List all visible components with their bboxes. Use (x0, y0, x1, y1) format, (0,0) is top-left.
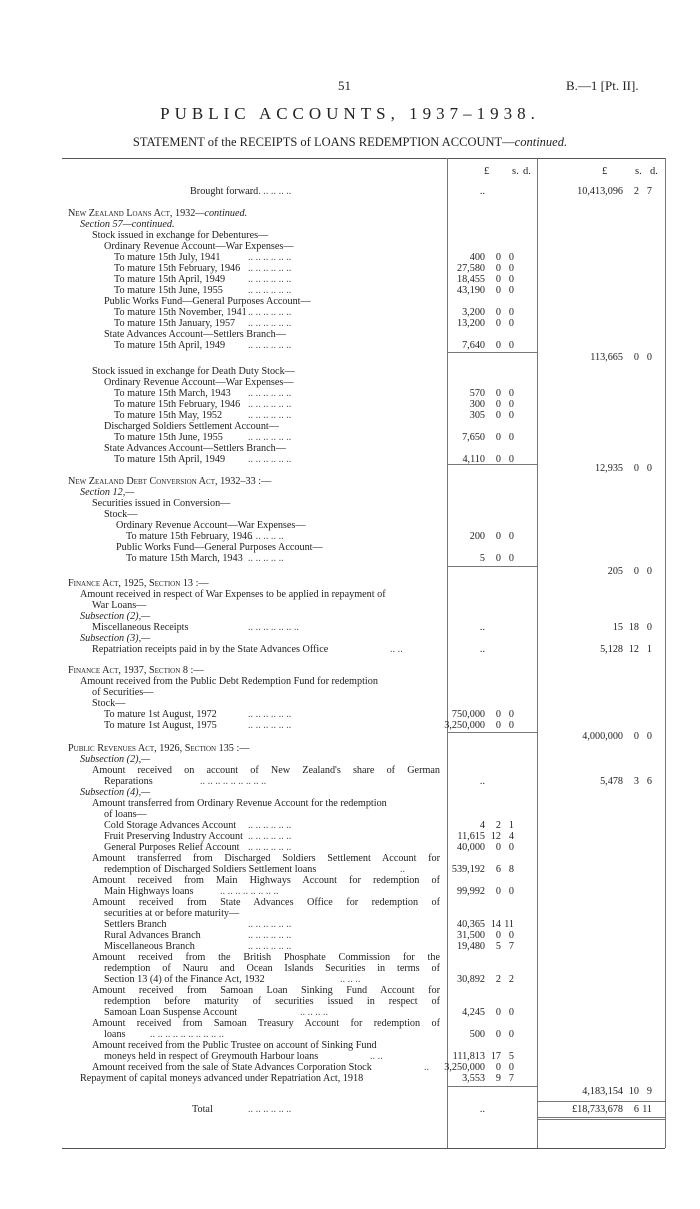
description-line: Amount received on account of New Zealand's share of German (92, 765, 440, 776)
account-header: State Advances Account—Settlers Branch— (104, 443, 286, 454)
line-item (0, 388, 700, 399)
line-item (0, 410, 700, 421)
group-header: Stock— (104, 509, 138, 520)
section-heading: New Zealand Debt Conversion Act, 1932–33 :— (68, 476, 272, 487)
col2-d-header: d. (650, 166, 658, 177)
line-item: To mature 15th March, 1943 .. .. .. .. .. 5 0 0 (126, 553, 514, 564)
line-amount: 99,992 0 0 (456, 886, 514, 897)
line-amount: 4,110 0 0 (462, 454, 514, 465)
col1-s-header: s. (512, 166, 519, 177)
description-line: Amount transferred from Ordinary Revenue Account for the redemption (92, 798, 387, 809)
group-header: Securities issued in Conversion— (92, 498, 231, 509)
col1-pound-header: £ (484, 166, 490, 177)
leader-dots: .. .. .. (340, 974, 361, 985)
line-total: 5,478 3 6 (600, 776, 652, 787)
total-rule (537, 1101, 665, 1102)
line-item (0, 941, 700, 952)
leader-dots: .. .. .. .. .. .. .. .. .. (200, 776, 267, 787)
leader-dots: .. .. .. .. (300, 1007, 329, 1018)
line-item (0, 340, 700, 351)
line-amount: 111,813 17 5 (452, 1051, 514, 1062)
leader-dots: .. .. .. .. .. .. (248, 709, 292, 720)
line-item: Miscellaneous Receipts .. .. .. .. .. .. .. .. 15 18 0 (92, 622, 652, 633)
leader-dots: .. .. .. .. .. .. (248, 340, 292, 351)
line-amount: 750,000 0 0 (451, 709, 514, 720)
line-item (0, 252, 700, 263)
col2-pound-header: £ (602, 166, 608, 177)
statement-heading (0, 135, 700, 150)
line-amount: 7,640 0 0 (462, 340, 514, 351)
line-total: 5,128 12 1 (600, 644, 652, 655)
line-amount: 5 0 0 (479, 553, 514, 564)
subsection-label: Subsection (2),— (80, 754, 151, 765)
leader-dots: .. .. .. .. .. .. .. .. .. .. (150, 1029, 224, 1040)
description-line: Amount received from the Public Debt Redemption Fund for redemption (80, 676, 378, 687)
subsection-label: Subsection (2),— (80, 611, 151, 622)
leader-dots: .. .. .. .. .. .. (248, 388, 292, 399)
account-header: Ordinary Revenue Account—War Expenses— (104, 241, 294, 252)
subtotal-row (0, 731, 700, 742)
line-amount: 30,892 2 2 (456, 974, 514, 985)
leader-dots: .. .. .. .. .. .. (248, 941, 292, 952)
description-line: redemption before maturity of securities issued in respect of (104, 996, 440, 1007)
brought-forward-col1: .. (479, 186, 485, 197)
line-total: 15 18 0 (612, 622, 652, 633)
description-line: of loans— (104, 809, 147, 820)
leader-dots: .. .. .. .. .. .. (248, 820, 292, 831)
line-item: Samoan Loan Suspense Account .. .. .. .. 4,245 0 0 (104, 1007, 514, 1018)
line-amount: 200 0 0 (469, 531, 514, 542)
subsection-label: Subsection (4),— (80, 787, 151, 798)
leader-dots: .. .. .. .. .. .. (248, 285, 292, 296)
line-item (0, 930, 700, 941)
line-amount: 19,480 5 7 (456, 941, 514, 952)
line-amount: 4 2 1 (479, 820, 514, 831)
line-item: To mature 15th February, 1946 .. .. .. .. .. 200 0 0 (126, 531, 514, 542)
line-label: Cold Storage Advances Account (104, 820, 237, 831)
section-heading: Finance Act, 1937, Section 8 :— (68, 665, 204, 676)
leader-dots: .. .. .. .. .. .. (248, 831, 292, 842)
line-amount: 3,250,000 0 0 (444, 1062, 514, 1073)
group-header: Stock issued in exchange for Debentures— (92, 230, 269, 241)
line-amount: 3,250,000 0 0 (444, 720, 514, 731)
line-amount: 3,200 0 0 (462, 307, 514, 318)
line-item (0, 720, 700, 731)
subtotal-row (0, 1086, 700, 1097)
description-line: Amount received from the British Phosphate Commission for the (92, 952, 440, 963)
line-item (0, 820, 700, 831)
leader-dots: .. .. .. .. .. .. (248, 919, 292, 930)
account-header: Ordinary Revenue Account—War Expenses— (104, 377, 294, 388)
account-header: State Advances Account—Settlers Branch— (104, 329, 286, 340)
brought-forward-total: 10,413,096 2 7 (577, 186, 652, 197)
line-item: Section 13 (4) of the Finance Act, 1932 .. .. .. 30,892 2 2 (104, 974, 514, 985)
leader-dots: .. .. .. .. .. .. (248, 307, 292, 318)
line-label: To mature 15th May, 1952 (114, 410, 223, 421)
line-item: Repatriation receipts paid in by the State Advances Office .. .. .. 5,128 12 1 (92, 644, 652, 655)
col2-s-header: s. (635, 166, 642, 177)
statement-prefix: STATEMENT of the RECEIPTS of LOANS REDEMPTION ACCOUNT— (132, 135, 515, 149)
group-header: Stock issued in exchange for Death Duty Stock— (92, 366, 295, 377)
line-amount: 3,553 9 7 (462, 1073, 514, 1084)
line-item: Amount received from the sale of State Advances Corporation Stock .. 3,250,000 0 0 (92, 1062, 514, 1073)
line-item: moneys held in respect of Greymouth Harbour loans .. .. 111,813 17 5 (104, 1051, 514, 1062)
total-row: Total .. .. .. .. .. .. .. £18,733,678 6 11 (192, 1104, 652, 1115)
account-header: Discharged Soldiers Settlement Account— (104, 421, 279, 432)
line-amount: 27,580 0 0 (456, 263, 514, 274)
line-amount: 570 0 0 (469, 388, 514, 399)
line-item: Main Highways loans .. .. .. .. .. .. .. .. 99,992 0 0 (104, 886, 514, 897)
line-item: Repayment of capital moneys advanced under Repatriation Act, 1918 3,553 9 7 (80, 1073, 514, 1084)
account-header: Public Works Fund—General Purposes Account— (116, 542, 323, 553)
description-line: Amount received from Main Highways Account for redemption of (92, 875, 440, 886)
statement-suffix: continued. (514, 135, 568, 149)
leader-dots: .. .. .. .. .. .. (248, 410, 292, 421)
line-item (0, 842, 700, 853)
line-label: To mature 1st August, 1975 (104, 720, 217, 731)
line-item (0, 709, 700, 720)
subsection-label: Section 12,— (80, 487, 135, 498)
brought-forward-label: Brought forward (190, 186, 259, 197)
line-label: To mature 15th April, 1949 (114, 454, 226, 465)
leader-dots: .. .. .. .. .. (248, 531, 284, 542)
total-double-rule (537, 1119, 665, 1120)
leader-dots: .. .. .. .. .. .. (248, 399, 292, 410)
leader-dots: .. .. .. .. .. (248, 553, 284, 564)
leader-dots: .. .. .. .. .. .. (248, 930, 292, 941)
leader-dots: .. .. .. .. .. .. .. (248, 622, 299, 633)
line-item (0, 831, 700, 842)
line-amount: 13,200 0 0 (456, 318, 514, 329)
description-line: Amount received in respect of War Expenses to be applied in repayment of (80, 589, 386, 600)
leader-dots: .. (400, 864, 406, 875)
line-amount: 300 0 0 (469, 399, 514, 410)
line-label: To mature 15th July, 1941 (114, 252, 221, 263)
page-number: 51 (338, 78, 351, 93)
line-amount: 31,500 0 0 (456, 930, 514, 941)
line-label: Miscellaneous Branch (104, 941, 195, 952)
subtotal-row (0, 566, 700, 577)
total-label: Total (192, 1104, 213, 1115)
leader-dots: .. .. .. .. .. .. (248, 454, 292, 465)
description-line: Amount transferred from Discharged Soldiers Settlement Account for (92, 853, 440, 864)
leader-dots: .. .. (370, 1051, 383, 1062)
line-item: loans .. .. .. .. .. .. .. .. .. .. 500 0 0 (104, 1029, 514, 1040)
leader-dots: .. .. .. .. .. .. (248, 274, 292, 285)
line-amount: 7,650 0 0 (462, 432, 514, 443)
description-line: Amount received from Samoan Treasury Account for redemption of (92, 1018, 440, 1029)
line-amount: 11,615 12 4 (457, 831, 514, 842)
line-amount: 539,192 6 8 (451, 864, 514, 875)
account-header: Ordinary Revenue Account—War Expenses— (116, 520, 306, 531)
description-line: of Securities— (92, 687, 154, 698)
line-label: Fruit Preserving Industry Account (104, 831, 243, 842)
line-label: To mature 1st August, 1972 (104, 709, 217, 720)
subtotal-row (0, 463, 700, 474)
leader-dots: .. .. .. .. .. .. (248, 263, 292, 274)
line-amount: 43,190 0 0 (456, 285, 514, 296)
description-line: redemption of Nauru and Ocean Islands Securities in terms of (104, 963, 440, 974)
line-amount: 500 0 0 (469, 1029, 514, 1040)
line-amount: 40,000 0 0 (456, 842, 514, 853)
leader-dots: .. .. .. .. .. .. (248, 720, 292, 731)
leader-dots: .. .. .. .. .. .. (248, 842, 292, 853)
line-item (0, 919, 700, 930)
line-label: To mature 15th April, 1949 (114, 340, 226, 351)
line-label: Settlers Branch (104, 919, 167, 930)
line-item (0, 285, 700, 296)
account-header: Public Works Fund—General Purposes Account— (104, 296, 311, 307)
line-label: To mature 15th November, 1941 (114, 307, 247, 318)
line-label: Rural Advances Branch (104, 930, 201, 941)
line-amount: 400 0 0 (469, 252, 514, 263)
table-bottom-rule (62, 1148, 665, 1149)
table-top-rule (62, 158, 665, 159)
line-item (0, 307, 700, 318)
line-label: To mature 15th March, 1943 (114, 388, 231, 399)
line-label: To mature 15th February, 1946 (114, 399, 241, 410)
line-item: Reparations .. .. .. .. .. .. .. .. .. .. 5,478 3 6 (104, 776, 652, 787)
line-label: To mature 15th January, 1957 (114, 318, 236, 329)
subtotal-row (0, 352, 700, 363)
line-item (0, 399, 700, 410)
line-label: To mature 15th June, 1955 (114, 432, 223, 443)
leader-dots: .. .. (390, 644, 403, 655)
description-line: securities at or before maturity— (104, 908, 240, 919)
line-amount: 4,245 0 0 (462, 1007, 514, 1018)
line-amount: 40,365 14 11 (456, 919, 514, 930)
leader-dots: .. .. .. .. .. .. (248, 1104, 292, 1115)
line-label: To mature 15th February, 1946 (114, 263, 241, 274)
subsection-label: Section 57—continued. (80, 219, 175, 230)
description-line: Amount received from the Public Trustee on account of Sinking Fund (92, 1040, 377, 1051)
leader-dots: .. .. .. .. .. .. .. .. (220, 886, 279, 897)
line-amount: 18,455 0 0 (456, 274, 514, 285)
subtotal-amount: 4,000,000 0 0 (582, 731, 652, 742)
leader-dots: .. .. .. .. .. .. (248, 186, 292, 197)
description-line: Amount received from State Advances Office for redemption of (92, 897, 440, 908)
line-amount: 305 0 0 (469, 410, 514, 421)
line-item: redemption of Discharged Soldiers Settlement loans .. 539,192 6 8 (104, 864, 514, 875)
leader-dots: .. .. .. .. .. .. (248, 432, 292, 443)
group-header: Stock— (92, 698, 126, 709)
section-heading: Finance Act, 1925, Section 13 :— (68, 578, 209, 589)
line-label: General Purposes Relief Account (104, 842, 240, 853)
total-amount: £18,733,678 6 11 (572, 1104, 652, 1115)
leader-dots: .. .. .. .. .. .. (248, 252, 292, 263)
line-item (0, 432, 700, 443)
subtotal-amount: 205 0 0 (607, 566, 652, 577)
col1-d-header: d. (523, 166, 531, 177)
line-item (0, 274, 700, 285)
section-heading: New Zealand Loans Act, 1932—continued. (68, 208, 248, 219)
line-item (0, 318, 700, 329)
line-label: To mature 15th June, 1955 (114, 285, 223, 296)
subsection-label: Subsection (3),— (80, 633, 151, 644)
subtotal-amount: 113,665 0 0 (590, 352, 652, 363)
description-line: Amount received from Samoan Loan Sinking Fund Account for (92, 985, 440, 996)
page-title: PUBLIC ACCOUNTS, 1937–1938. (160, 104, 540, 123)
brought-forward-row (0, 186, 700, 197)
page-reference: B.—1 [Pt. II]. (566, 78, 639, 93)
line-item (0, 263, 700, 274)
line-label: To mature 15th April, 1949 (114, 274, 226, 285)
leader-dots: .. .. .. .. .. .. (248, 318, 292, 329)
total-double-rule (537, 1117, 665, 1118)
subtotal-amount: 12,935 0 0 (594, 463, 652, 474)
leader-dots: .. (424, 1062, 430, 1073)
subtotal-amount: 4,183,154 10 9 (582, 1086, 652, 1097)
section-heading: Public Revenues Act, 1926, Section 135 :— (68, 743, 250, 754)
description-line: War Loans— (92, 600, 147, 611)
